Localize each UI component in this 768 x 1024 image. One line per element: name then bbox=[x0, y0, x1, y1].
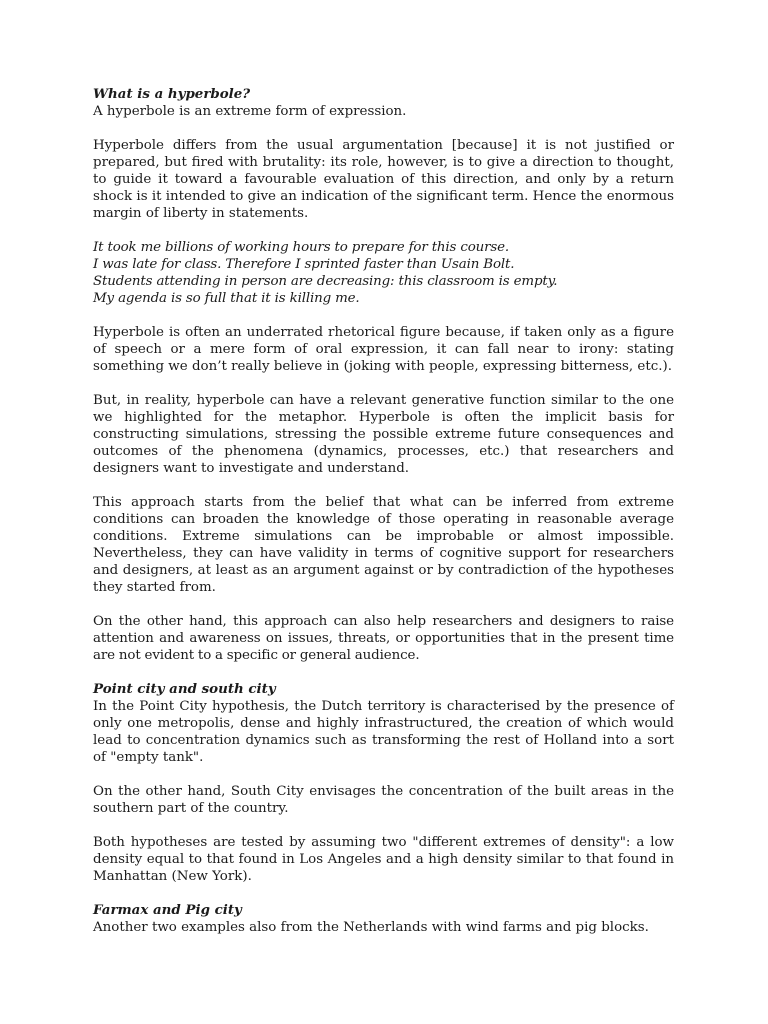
paragraph-point-city-3: Both hypotheses are tested by assuming two "different extremes of density": a low density equal to that found in Los Angeles and a high density similar to that found in Manhattan (New York). bbox=[93, 835, 674, 884]
example-list bbox=[93, 239, 674, 307]
paragraph-gap bbox=[93, 375, 674, 392]
paragraph-farmax-1: Another two examples also from the Netherlands with wind farms and pig blocks. bbox=[93, 920, 649, 935]
definition-text: A hyperbole is an extreme form of expression. bbox=[93, 104, 407, 119]
paragraph-gap bbox=[93, 766, 674, 783]
paragraph-gap bbox=[93, 596, 674, 613]
paragraph-hyperbole-1: Hyperbole differs from the usual argumentation [because] it is not justified or prepared, but fired with brutality: its role, however, is to give a direction to thought, to guide it toward a favourable evaluation of this direction, and only by a return shock is it intended to give an indication of the significant term. Hence the enormous margin of liberty in statements. bbox=[93, 138, 674, 221]
paragraph-gap bbox=[93, 817, 674, 834]
paragraph-gap bbox=[93, 222, 674, 239]
example-line: Students attending in person are decreasing: this classroom is empty. bbox=[93, 274, 558, 289]
example-line: It took me billions of working hours to prepare for this course. bbox=[93, 240, 509, 255]
paragraph-point-city-2: On the other hand, South City envisages the concentration of the built areas in the southern part of the country. bbox=[93, 784, 674, 816]
paragraph-hyperbole-4: This approach starts from the belief that what can be inferred from extreme conditions can broaden the knowledge of those operating in reasonable average conditions. Extreme simulations can be improbable or almost impossible. Nevertheless, they can have validity in terms of cognitive support for researchers and designers, at least as an argument against or by contradiction of the hypotheses they started from. bbox=[93, 495, 674, 595]
paragraph-point-city-1: In the Point City hypothesis, the Dutch territory is characterised by the presence of only one metropolis, dense and highly infrastructured, the creation of which would lead to concentration dynamics such as transforming the rest of Holland into a sort of "empty tank". bbox=[93, 699, 674, 765]
section-heading-point-city: Point city and south city bbox=[93, 681, 276, 697]
document-page bbox=[93, 86, 674, 936]
paragraph-hyperbole-3: But, in reality, hyperbole can have a relevant generative function similar to the one we highlighted for the metaphor. Hyperbole is often the implicit basis for constructing simulations, stressing the possible extreme future consequences and outcomes of the phenomena (dynamics, processes, etc.) that researchers and designers want to investigate and understand. bbox=[93, 393, 674, 476]
paragraph-gap bbox=[93, 885, 674, 902]
paragraph-hyperbole-5: On the other hand, this approach can also help researchers and designers to raise attention and awareness on issues, threats, or opportunities that in the present time are not evident to a specific or general audience. bbox=[93, 614, 674, 663]
section-heading-hyperbole: What is a hyperbole? bbox=[93, 86, 251, 102]
example-line: My agenda is so full that it is killing me. bbox=[93, 291, 360, 306]
paragraph-gap bbox=[93, 664, 674, 681]
paragraph-gap bbox=[93, 120, 674, 137]
paragraph-gap bbox=[93, 307, 674, 324]
example-line: I was late for class. Therefore I sprinted faster than Usain Bolt. bbox=[93, 257, 515, 272]
paragraph-hyperbole-2: Hyperbole is often an underrated rhetorical figure because, if taken only as a figure of speech or a mere form of oral expression, it can fall near to irony: stating something we don’t really believe in (joking with people, expressing bitterness, etc.). bbox=[93, 325, 674, 374]
paragraph-gap bbox=[93, 477, 674, 494]
section-heading-farmax: Farmax and Pig city bbox=[93, 902, 242, 918]
